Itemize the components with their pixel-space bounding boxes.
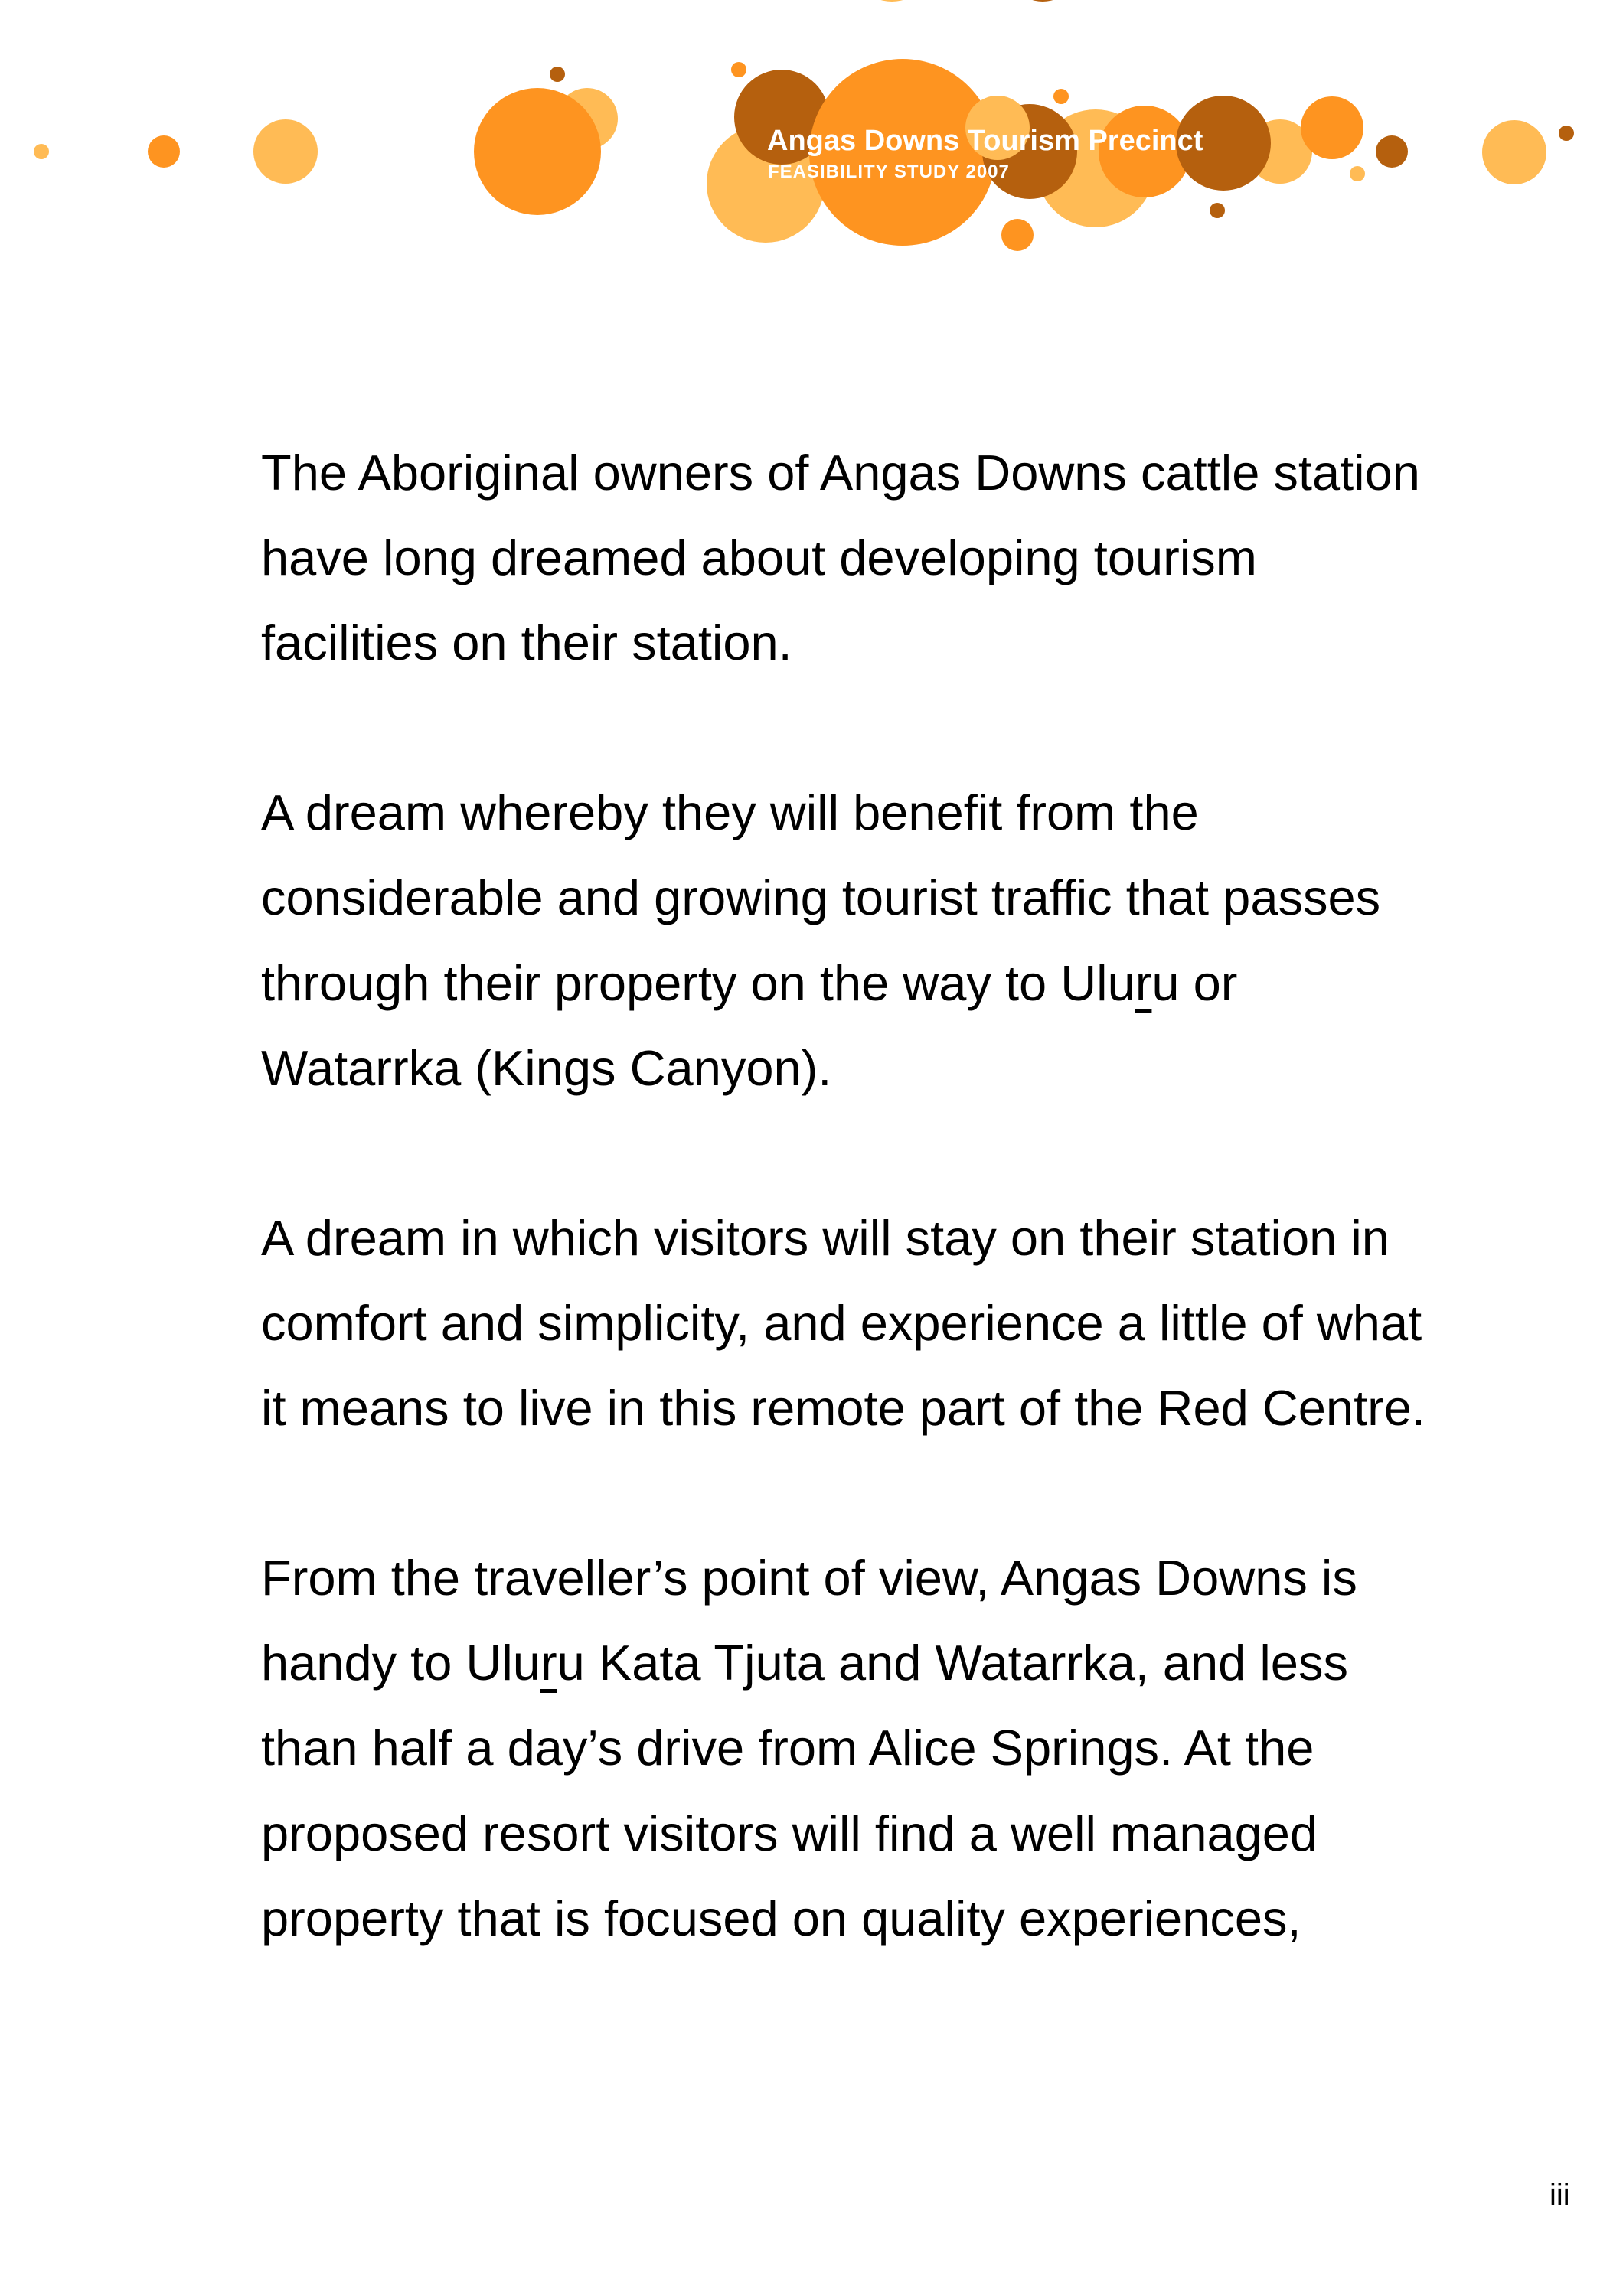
- text-segment: property that is focused on quality experiences,: [261, 1890, 1301, 1946]
- document-subtitle: FEASIBILITY STUDY 2007: [768, 161, 1010, 182]
- text-line: [261, 430, 1486, 515]
- text-line: [261, 1876, 1486, 1961]
- text-line: [261, 1195, 1486, 1280]
- text-segment: considerable and growing tourist traffic that passes: [261, 869, 1381, 926]
- text-line: [261, 1535, 1486, 1620]
- underlined-letter: r: [1135, 954, 1152, 1011]
- text-segment: have long dreamed about developing tourism: [261, 530, 1257, 586]
- paragraph: [261, 430, 1486, 685]
- underlined-letter: r: [540, 1635, 557, 1691]
- text-line: [261, 1620, 1486, 1705]
- text-segment: through their property on the way to Ulu: [261, 954, 1135, 1011]
- page-number: iii: [1550, 2178, 1570, 2212]
- text-line: [261, 941, 1486, 1026]
- text-line: [261, 600, 1486, 685]
- text-line: [261, 1705, 1486, 1790]
- text-segment: The Aboriginal owners of Angas Downs cattle station: [261, 445, 1420, 501]
- paragraph: [261, 770, 1486, 1110]
- text-segment: handy to Ulu: [261, 1635, 540, 1691]
- text-line: [261, 770, 1486, 855]
- text-segment: facilities on their station.: [261, 615, 792, 671]
- text-segment: A dream whereby they will benefit from the: [261, 784, 1199, 841]
- text-segment: A dream in which visitors will stay on their station in: [261, 1209, 1390, 1266]
- body-text: [261, 430, 1486, 2046]
- header-banner: [0, 0, 1623, 276]
- text-segment: proposed resort visitors will find a well managed: [261, 1805, 1318, 1861]
- paragraph: [261, 1195, 1486, 1450]
- text-segment: comfort and simplicity, and experience a little of what: [261, 1294, 1422, 1351]
- text-segment: it means to live in this remote part of the Red Centre.: [261, 1380, 1425, 1437]
- text-line: [261, 855, 1486, 940]
- text-line: [261, 1280, 1486, 1365]
- paragraph: [261, 1535, 1486, 1960]
- text-segment: u or: [1151, 954, 1238, 1011]
- text-segment: than half a day’s drive from Alice Springs. At the: [261, 1720, 1314, 1776]
- text-line: [261, 1365, 1486, 1450]
- text-segment: From the traveller’s point of view, Angas Downs is: [261, 1550, 1357, 1606]
- text-line: [261, 1791, 1486, 1876]
- text-line: [261, 515, 1486, 600]
- document-title: Angas Downs Tourism Precinct: [767, 125, 1203, 157]
- text-line: [261, 1026, 1486, 1110]
- text-segment: u Kata Tjuta and Watarrka, and less: [557, 1635, 1348, 1691]
- text-segment: Watarrka (Kings Canyon).: [261, 1039, 832, 1096]
